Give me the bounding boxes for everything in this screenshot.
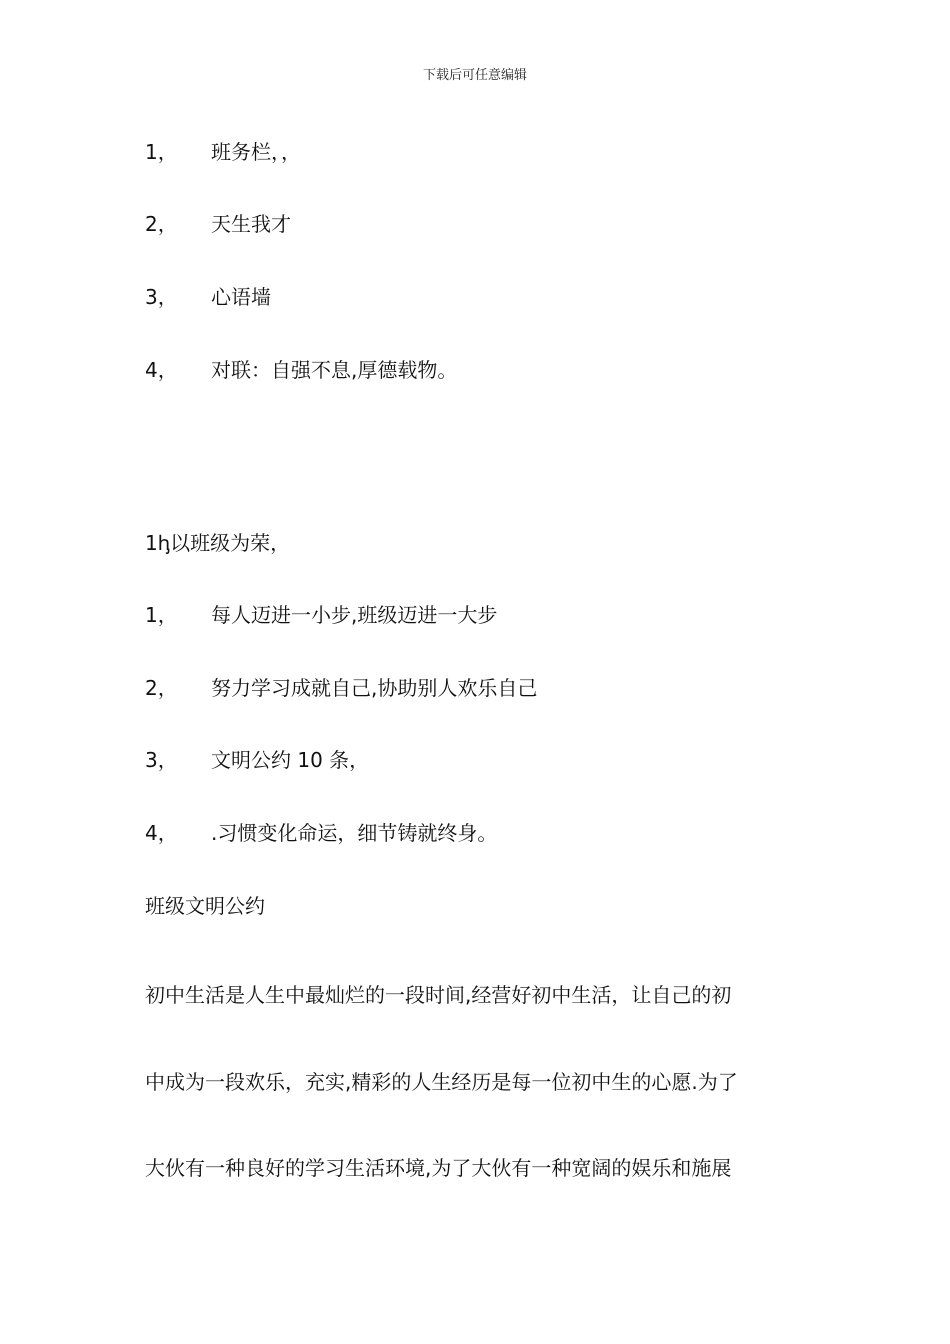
section-title: 班级文明公约 [145,894,265,918]
list-item [145,137,301,167]
list-number: 4， [145,821,178,845]
list-text: 每人迈进一小步,班级迈进一大步 [211,603,498,627]
list-number: 4， [145,358,178,382]
page-header: 下载后可任意编辑 [422,68,527,83]
list-text: 心语墙 [211,285,271,309]
list-number: 1， [145,603,178,627]
list-item [145,818,497,848]
list-text: 天生我才 [211,212,291,236]
list-text: 对联：自强不息,厚德载物。 [211,358,458,382]
paragraph-line: 中成为一段欢乐，充实,精彩的人生经历是每一位初中生的心愿.为了 [145,1070,738,1094]
list-text: .习惯变化命运，细节铸就终身。 [211,821,498,845]
list-number: 2， [145,212,178,236]
list-item [145,673,537,703]
list-item [145,355,457,385]
list-number: 3， [145,748,178,772]
paragraph-line: 大伙有一种良好的学习生活环境,为了大伙有一种宽阔的娱乐和施展 [145,1156,732,1180]
section-heading: 1ꞕ以班级为荣， [145,531,291,555]
list-text: 班务栏，， [211,140,301,164]
list-number: 1， [145,140,178,164]
list-item [145,600,497,630]
list-item [145,745,369,775]
list-text: 文明公约 10 条， [211,748,370,772]
list-item [145,209,291,239]
list-item [145,282,271,312]
list-text: 努力学习成就自己,协助别人欢乐自己 [211,676,538,700]
list-number: 3， [145,285,178,309]
paragraph-line: 初中生活是人生中最灿烂的一段时间,经营好初中生活，让自己的初 [145,983,732,1007]
list-number: 2， [145,676,178,700]
